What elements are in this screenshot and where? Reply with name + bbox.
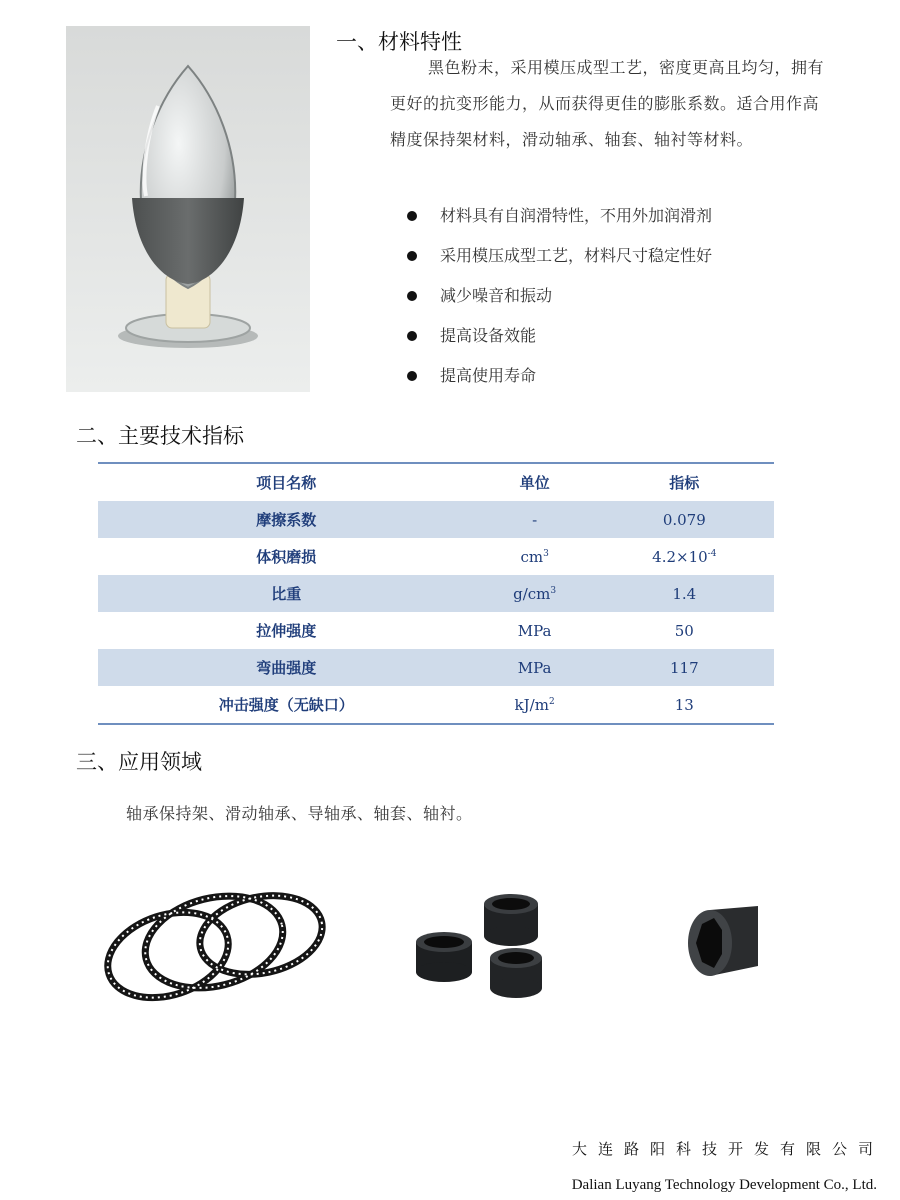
column-header-name: 项目名称 [256, 474, 317, 492]
section-title-technical-specs: 二、主要技术指标 [76, 424, 244, 448]
cage-rings-photo [96, 880, 336, 1020]
row-value: 13 [674, 695, 694, 714]
row-name: 冲击强度（无缺口） [218, 696, 354, 714]
feature-list [407, 196, 712, 396]
table-row [98, 649, 774, 686]
list-item: 提高使用寿命 [407, 356, 712, 396]
table-row [98, 575, 774, 612]
list-item: 提高设备效能 [407, 316, 712, 356]
table-row [98, 686, 774, 723]
company-name-cn: 大连路阳科技开发有限公司 [571, 1140, 884, 1158]
list-item: 材料具有自润滑特性，不用外加润滑剂 [407, 196, 712, 236]
section-title-applications: 三、应用领域 [76, 750, 202, 774]
table-row [98, 538, 774, 575]
column-header-value: 指标 [669, 474, 700, 492]
list-item: 减少噪音和振动 [407, 276, 712, 316]
row-value: 0.079 [595, 501, 774, 538]
row-unit: MPa [517, 621, 552, 640]
row-value: 1.4 [595, 575, 774, 612]
row-unit: $kJ/m^2$ [514, 695, 555, 714]
row-value: 50 [674, 621, 694, 640]
row-name: 拉伸强度 [256, 622, 317, 640]
row-name: 比重 [98, 575, 475, 612]
table-header-row [98, 464, 774, 501]
row-unit: $cm^3$ [520, 547, 549, 566]
row-name: 体积磨损 [256, 548, 317, 566]
column-header-unit: 单位 [519, 474, 550, 492]
list-item: 采用模压成型工艺，材料尺寸稳定性好 [407, 236, 712, 276]
row-value: $4.2\times 10^{-4}$ [652, 547, 717, 566]
section-title-material-properties: 一、材料特性 [336, 30, 462, 54]
row-value: 117 [595, 649, 774, 686]
row-unit: - [475, 501, 595, 538]
row-name: 弯曲强度 [98, 649, 475, 686]
applications-text: 轴承保持架、滑动轴承、导轴承、轴套、轴衬。 [126, 804, 473, 823]
row-unit: MPa [475, 649, 595, 686]
company-name-en: Dalian Luyang Technology Development Co., Ltd. [571, 1177, 877, 1193]
table-row [98, 612, 774, 649]
table-row [98, 501, 774, 538]
spec-table-container [98, 462, 774, 725]
row-unit: $g/cm^3$ [475, 575, 595, 612]
sleeve-bushings-photo [406, 892, 566, 1012]
sleeve-bearing-photo [680, 896, 780, 992]
spec-table [98, 464, 774, 723]
product-flask-photo [66, 26, 310, 392]
material-description: 黑色粉末，采用模压成型工艺，密度更高且均匀，拥有更好的抗变形能力，从而获得更佳的膨胀系数。适合用作高精度保持架材料，滑动轴承、轴套、轴衬等材料。 [390, 58, 825, 149]
row-name: 摩擦系数 [98, 501, 475, 538]
